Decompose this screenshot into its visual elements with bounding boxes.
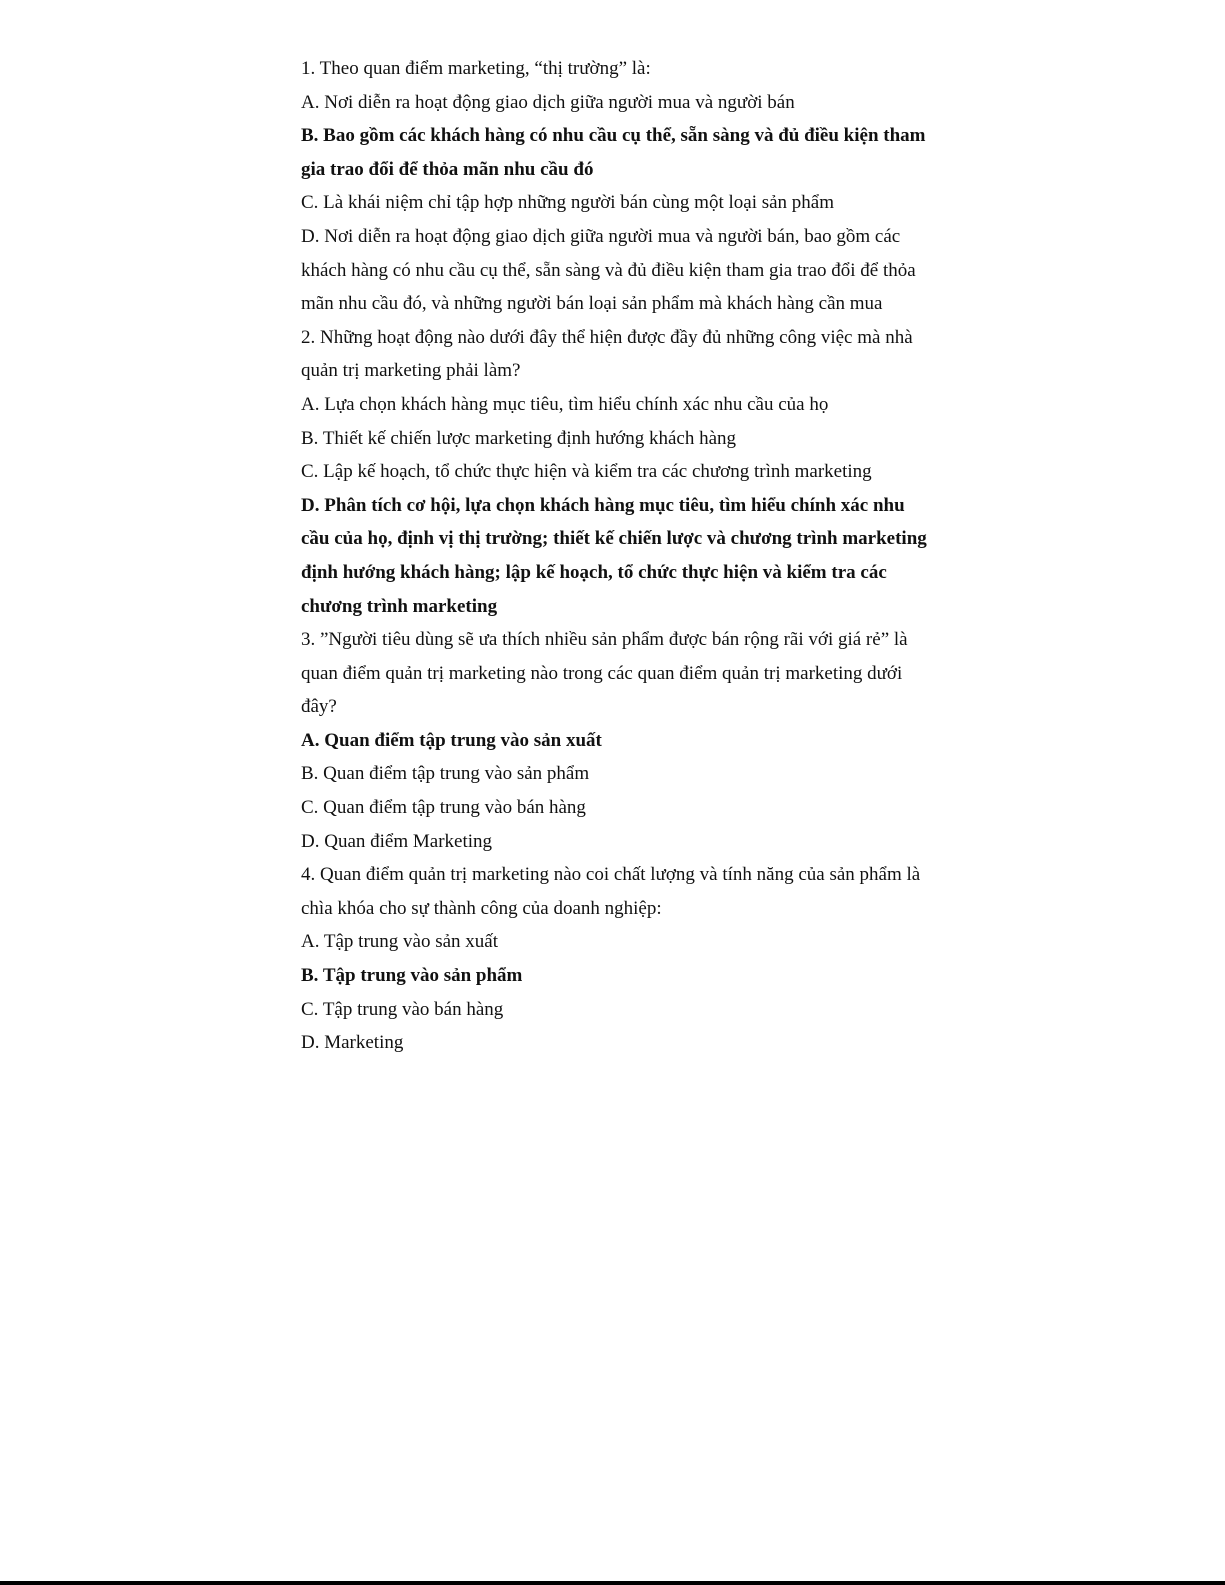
- answer-option-c: C. Lập kế hoạch, tổ chức thực hiện và kiểm tra các chương trình marketing: [301, 461, 872, 483]
- answer-option-a: A. Nơi diễn ra hoạt động giao dịch giữa người mua và người bán: [301, 91, 795, 113]
- question-text: 2. Những hoạt động nào dưới đây thể hiện được đầy đủ những công việc mà nhà quản trị marketing phải làm?: [301, 326, 913, 382]
- question-text: 1. Theo quan điểm marketing, “thị trường” là:: [301, 58, 651, 79]
- page-bottom-rule: [0, 1581, 1225, 1585]
- question-text: 4. Quan điểm quản trị marketing nào coi chất lượng và tính năng của sản phẩm là chìa khóa cho sự thành công của doanh nghiệp:: [301, 864, 921, 919]
- answer-option-a-correct: A. Quan điểm tập trung vào sản xuất: [301, 729, 602, 751]
- question-text: 3. ”Người tiêu dùng sẽ ưa thích nhiều sản phẩm được bán rộng rãi với giá rẻ” là quan điểm quản trị marketing nào trong các quan điểm quản trị marketing dưới đây?: [301, 629, 908, 718]
- answer-option-b: B. Quan điểm tập trung vào sản phẩm: [301, 763, 590, 785]
- question-block-3: [301, 623, 931, 858]
- answer-option-c: C. Tập trung vào bán hàng: [301, 998, 504, 1020]
- answer-option-b-correct: B. Bao gồm các khách hàng có nhu cầu cụ thể, sẵn sàng và đủ điều kiện tham gia trao đổi để thỏa mãn nhu cầu đó: [301, 125, 926, 180]
- answer-option-c: C. Quan điểm tập trung vào bán hàng: [301, 797, 586, 819]
- question-block-2: [301, 321, 931, 623]
- answer-option-b-correct: B. Tập trung vào sản phẩm: [301, 965, 523, 987]
- answer-option-c: C. Là khái niệm chỉ tập hợp những người bán cùng một loại sản phẩm: [301, 192, 835, 214]
- answer-option-a: A. Tập trung vào sản xuất: [301, 931, 498, 953]
- answer-option-d: D. Marketing: [301, 1032, 404, 1054]
- answer-option-d-correct: D. Phân tích cơ hội, lựa chọn khách hàng mục tiêu, tìm hiểu chính xác nhu cầu của họ, định vị thị trường; thiết kế chiến lược và chương trình marketing định hướng khách hàng; lập kế hoạch, tổ chức thực hiện và kiểm tra các chương trình marketing: [301, 494, 927, 617]
- answer-option-a: A. Lựa chọn khách hàng mục tiêu, tìm hiểu chính xác nhu cầu của họ: [301, 393, 829, 415]
- question-block-4: [301, 858, 931, 1060]
- question-list: [301, 52, 931, 1060]
- answer-option-d: D. Nơi diễn ra hoạt động giao dịch giữa người mua và người bán, bao gồm các khách hàng có nhu cầu cụ thể, sẵn sàng và đủ điều kiện tham gia trao đổi để thỏa mãn nhu cầu đó, và những người bán loại sản phẩm mà khách hàng cần mua: [301, 225, 916, 315]
- answer-option-b: B. Thiết kế chiến lược marketing định hướng khách hàng: [301, 427, 737, 449]
- question-block-1: [301, 52, 931, 321]
- answer-option-d: D. Quan điểm Marketing: [301, 830, 493, 852]
